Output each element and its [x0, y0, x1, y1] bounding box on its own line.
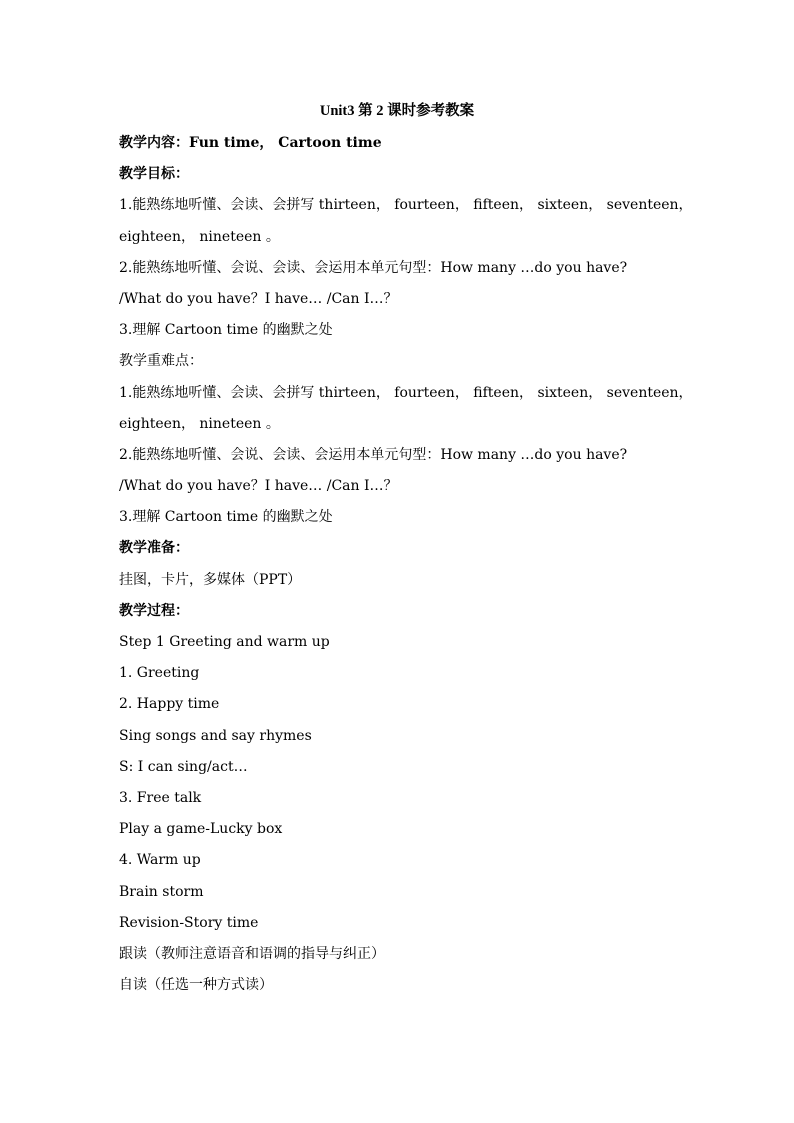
text-line: 3.理解 Cartoon time 的幽默之处	[119, 509, 333, 526]
text-line: 自读（任选一种方式读）	[119, 977, 273, 994]
text-line: 教学重难点：	[119, 353, 203, 370]
text-line: 1. Greeting	[119, 665, 200, 682]
text-line: Step 1 Greeting and warm up	[119, 634, 330, 650]
text-line: 挂图，卡片，多媒体（PPT）	[119, 571, 302, 588]
text-line: /What do you have？I have… /Can I…？	[119, 478, 398, 495]
text-line: 2. Happy time	[119, 696, 220, 713]
text-line: S: I can sing/act…	[119, 758, 248, 775]
section-heading: 教学目标：	[119, 166, 189, 183]
text-line: /What do you have？I have… /Can I…？	[119, 290, 398, 307]
text-line: 2.能熟练地听懂、会说、会读、会运用本单元句型：How many …do you have?	[119, 446, 628, 463]
text-line: 跟读（教师注意语音和语调的指导与纠正）	[119, 945, 385, 962]
text-line: 1.能熟练地听懂、会读、会拼写 thirteen， fourteen， fifteen， sixteen， seventeen，	[119, 197, 693, 214]
section-heading: 教学内容：Fun time， Cartoon time	[119, 135, 382, 151]
text-line: eighteen， nineteen 。	[119, 228, 280, 245]
text-line: Brain storm	[119, 883, 204, 900]
text-line: 3. Free talk	[119, 789, 202, 806]
lesson-body	[119, 128, 693, 1001]
text-line: eighteen， nineteen 。	[119, 415, 280, 432]
text-line: 3.理解 Cartoon time 的幽默之处	[119, 322, 333, 339]
section-heading: 教学准备：	[119, 540, 189, 557]
lesson-title: Unit3 第 2 课时参考教案	[319, 103, 475, 119]
text-line: 4. Warm up	[119, 852, 201, 869]
text-line: 2.能熟练地听懂、会说、会读、会运用本单元句型：How many …do you have?	[119, 259, 628, 276]
text-line: Revision-Story time	[119, 914, 259, 931]
section-heading: 教学过程：	[119, 602, 189, 619]
text-line: 1.能熟练地听懂、会读、会拼写 thirteen， fourteen， fifteen， sixteen， seventeen，	[119, 384, 693, 401]
text-line: Sing songs and say rhymes	[119, 727, 312, 744]
text-line: Play a game-Lucky box	[119, 821, 283, 838]
